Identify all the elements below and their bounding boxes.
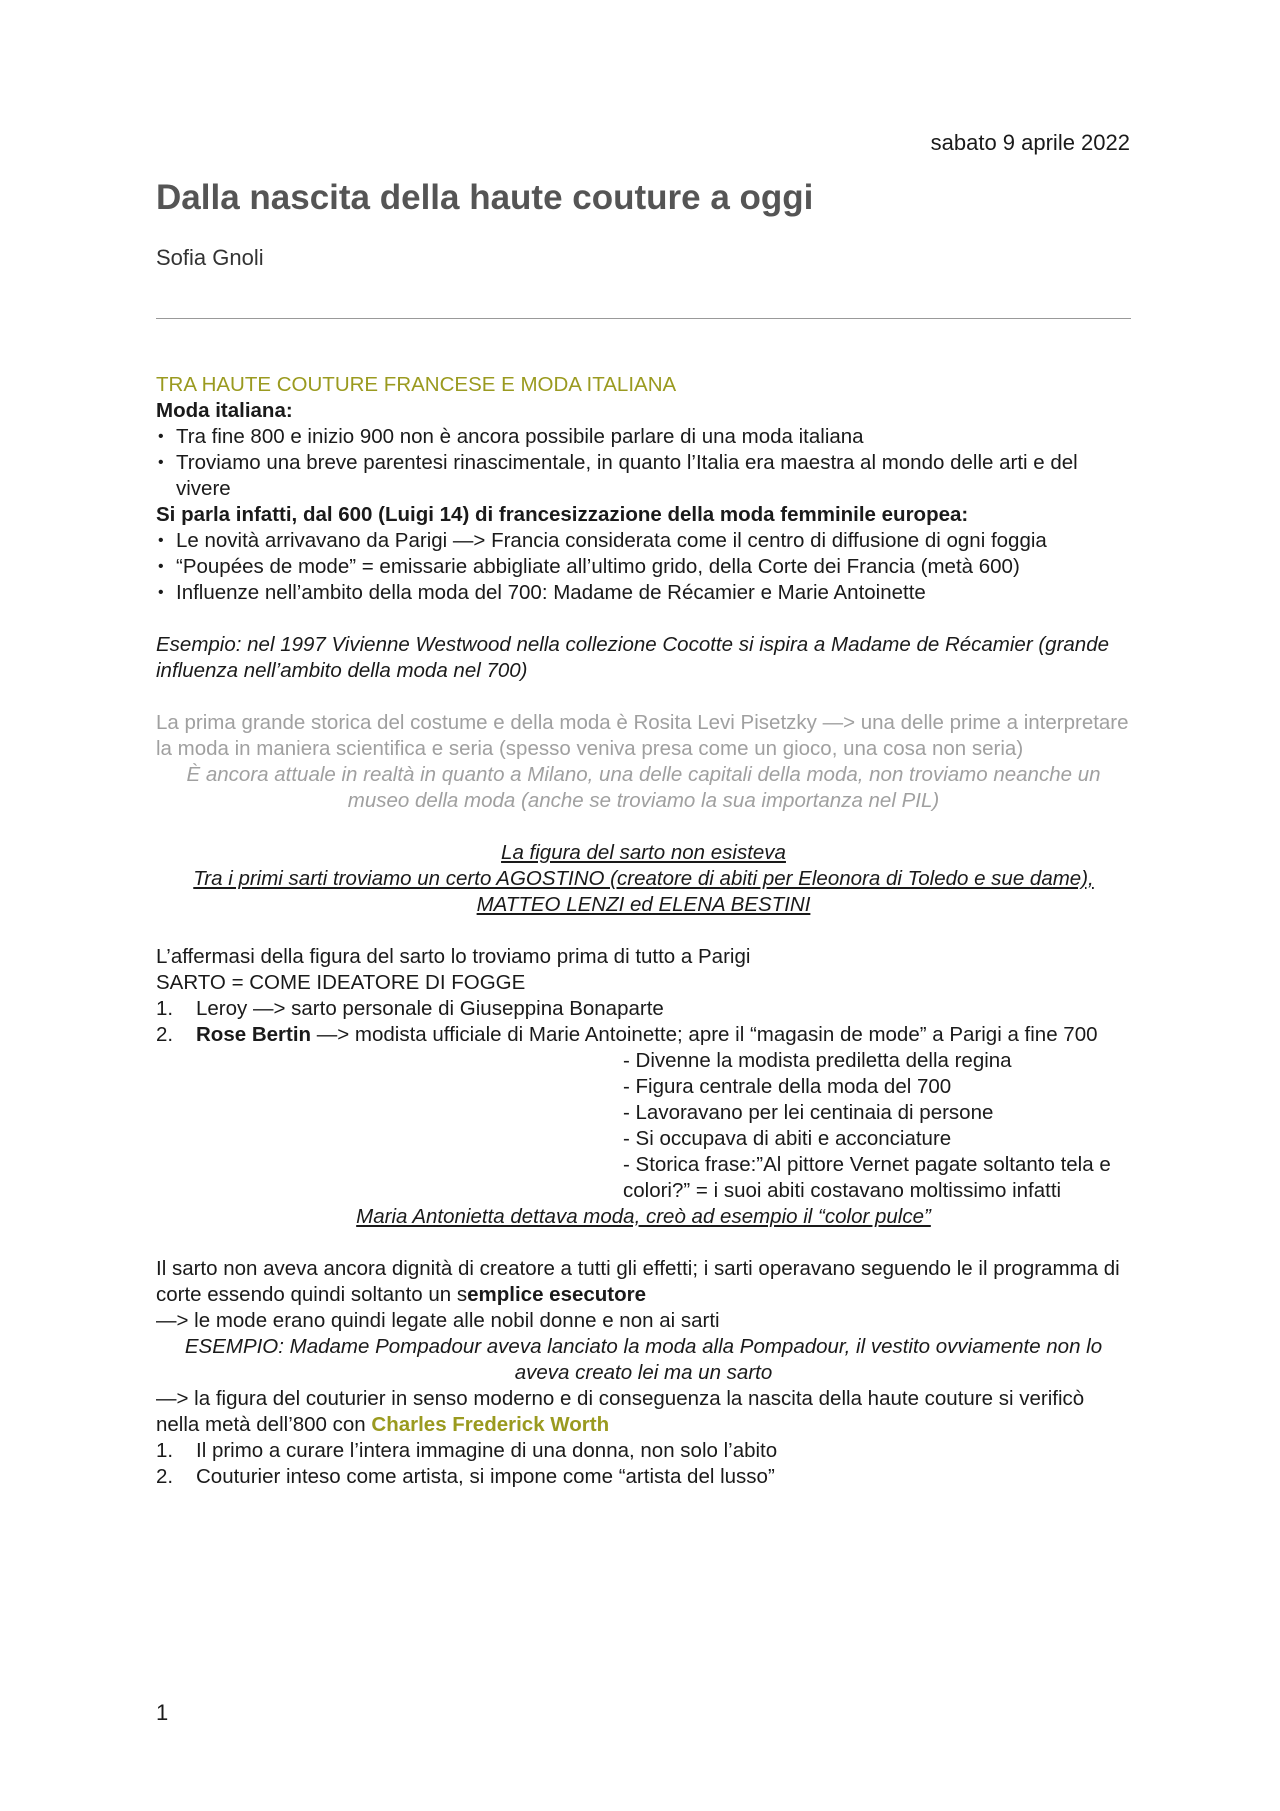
- dignita-paragraph: Il sarto non aveva ancora dignità di creatore a tutti gli effetti; i sarti operavano seguendo le il programma di corte essendo quindi soltanto un semplice esecutore: [156, 1257, 1120, 1306]
- rose-bertin-name: Rose Bertin: [196, 1023, 312, 1046]
- couturier-paragraph: —> la figura del couturier in senso moderno e di conseguenza la nascita della haute couture si verificò nella metà dell’800 con Charles Frederick Worth: [156, 1387, 1085, 1436]
- document-body: [156, 372, 1131, 1490]
- worth-name: Charles Frederick Worth: [371, 1413, 610, 1436]
- list-item: • Le novità arrivavano da Parigi —> Francia considerata come il centro di diffusione di ogni foggia: [156, 528, 1131, 554]
- list-item: 1. Leroy —> sarto personale di Giuseppina Bonaparte: [156, 997, 664, 1020]
- list-item: - Si occupava di abiti e acconciature: [623, 1127, 952, 1150]
- mode-legate: —> le mode erano quindi legate alle nobil donne e non ai sarti: [156, 1309, 720, 1332]
- document-date: sabato 9 aprile 2022: [930, 130, 1130, 155]
- document-author: Sofia Gnoli: [156, 245, 264, 270]
- esempio-pompadour: ESEMPIO: Madame Pompadour aveva lanciato la moda alla Pompadour, il vestito ovviamente non lo aveva creato lei ma un sarto: [184, 1335, 1103, 1384]
- moda-italiana-list: [156, 424, 1131, 502]
- section-heading: TRA HAUTE COUTURE FRANCESE E MODA ITALIANA: [156, 373, 677, 396]
- esempio-westwood: Esempio: nel 1997 Vivienne Westwood nella collezione Cocotte si ispira a Madame de Récamier (grande influenza nell’ambito della moda nel 700): [156, 633, 1110, 682]
- document-title: Dalla nascita della haute couture a oggi: [156, 178, 814, 217]
- list-item: - Divenne la modista prediletta della regina: [623, 1049, 1012, 1072]
- milano-note: È ancora attuale in realtà in quanto a Milano, una delle capitali della moda, non troviamo neanche un museo della moda (anche se troviamo la sua importanza nel PIL): [186, 763, 1101, 812]
- header-divider: [156, 318, 1131, 319]
- worth-list: [156, 1438, 1131, 1490]
- list-item: 1. Il primo a curare l’intera immagine di una donna, non solo l’abito: [156, 1439, 778, 1462]
- sarto-ideatore: SARTO = COME IDEATORE DI FOGGE: [156, 971, 526, 994]
- maria-antonietta-note: Maria Antonietta dettava moda, creò ad esempio il “color pulce”: [356, 1205, 931, 1228]
- list-item: • Troviamo una breve parentesi rinascimentale, in quanto l’Italia era maestra al mondo delle arti e del vivere: [156, 450, 1131, 502]
- list-item: • Influenze nell’ambito della moda del 700: Madame de Récamier e Marie Antoinette: [156, 580, 1131, 606]
- list-item: • Tra fine 800 e inizio 900 non è ancora possibile parlare di una moda italiana: [156, 424, 1131, 450]
- sarti-list: [156, 996, 1131, 1048]
- list-item: • “Poupées de mode” = emissarie abbigliate all’ultimo grido, della Corte dei Francia (metà 600): [156, 554, 1131, 580]
- list-item: 2. Rose Bertin —> modista ufficiale di Marie Antoinette; apre il “magasin de mode” a Parigi a fine 700: [156, 1023, 1098, 1046]
- list-item: - Storica frase:”Al pittore Vernet pagate soltanto tela e colori?” = i suoi abiti costavano moltissimo infatti: [623, 1153, 1111, 1202]
- francesizzazione-list: [156, 528, 1131, 606]
- list-item: - Lavoravano per lei centinaia di persone: [623, 1101, 994, 1124]
- primi-sarti: Tra i primi sarti troviamo un certo AGOSTINO (creatore di abiti per Eleonora di Toledo e sue dame), MATTEO LENZI ed ELENA BESTINI: [193, 867, 1094, 916]
- list-item: - Figura centrale della moda del 700: [623, 1075, 952, 1098]
- moda-italiana-label: Moda italiana:: [156, 399, 293, 422]
- list-item: 2. Couturier inteso come artista, si impone come “artista del lusso”: [156, 1465, 775, 1488]
- affermasi-paragraph: L’affermasi della figura del sarto lo troviamo prima di tutto a Parigi: [156, 945, 751, 968]
- francesizzazione-label: Si parla infatti, dal 600 (Luigi 14) di francesizzazione della moda femminile europea:: [156, 503, 969, 526]
- page-number: 1: [156, 1700, 169, 1725]
- bertin-details-list: [623, 1048, 1113, 1204]
- pisetzky-paragraph: La prima grande storica del costume e della moda è Rosita Levi Pisetzky —> una delle prime a interpretare la moda in maniera scientifica e seria (spesso veniva presa come un gioco, una cosa non seria): [156, 711, 1129, 760]
- sarto-non-esisteva: La figura del sarto non esisteva: [501, 841, 786, 864]
